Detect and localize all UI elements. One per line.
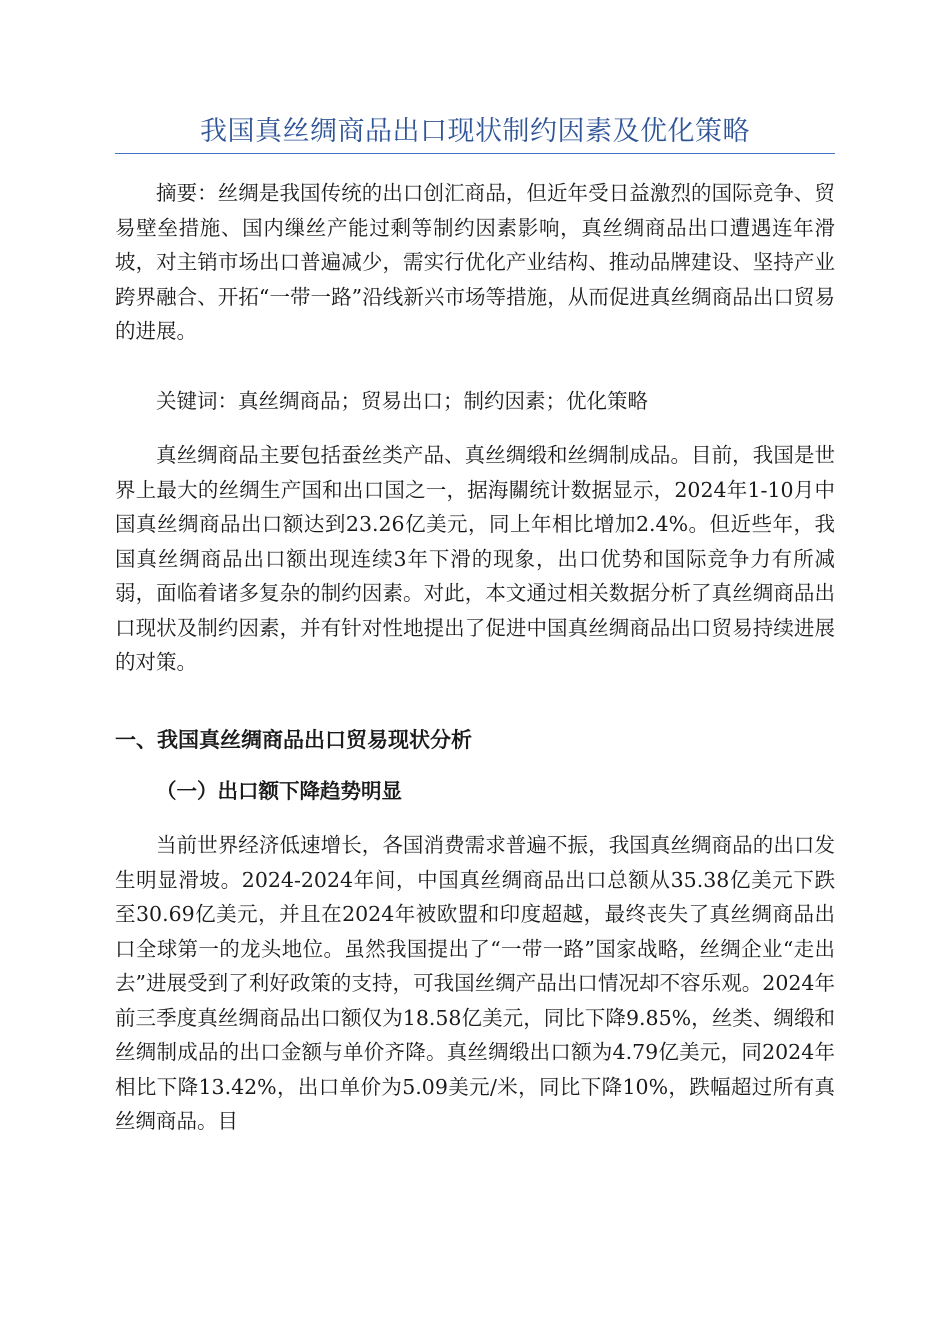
subsection-heading: （一）出口额下降趋势明显 [156, 779, 402, 803]
section-body-paragraph: 当前世界经济低速增长，各国消费需求普遍不振，我国真丝绸商品的出口发生明显滑坡。2024-2024年间，中国真丝绸商品出口总额从35.38亿美元下跌至30.69亿美元，并且在2024年被欧盟和印度超越，最终丧失了真丝绸商品出口全球第一的龙头地位。虽然我国提出了“一带一路”国家战略，丝绸企业“走出去”进展受到了利好政策的支持，可我国丝绸产品出口情况却不容乐观。2024年前三季度真丝绸商品出口额仅为18.58亿美元，同比下降9.85%，丝类、绸缎和丝绸制成品的出口金额与单价齐降。真丝绸缎出口额为4.79亿美元，同2024年相比下降13.42%，出口单价为5.09美元/米，同比下降10%，跌幅超过所有真丝绸商品。目 [115, 833, 835, 1133]
keywords-paragraph: 关键词：真丝绸商品；贸易出口；制约因素；优化策略 [156, 389, 648, 413]
title-underline [115, 153, 835, 154]
abstract-paragraph: 摘要：丝绸是我国传统的出口创汇商品，但近年受日益激烈的国际竞争、贸易壁垒措施、国内缫丝产能过剩等制约因素影响，真丝绸商品出口遭遇连年滑坡，对主销市场出口普遍减少，需实行优化产业结构、推动品牌建设、坚持产业跨界融合、开拓“一带一路”沿线新兴市场等措施，从而促进真丝绸商品出口贸易的进展。 [115, 181, 835, 343]
section-heading: 一、我国真丝绸商品出口贸易现状分析 [115, 727, 472, 752]
intro-paragraph: 真丝绸商品主要包括蚕丝类产品、真丝绸缎和丝绸制成品。目前，我国是世界上最大的丝绸生产国和出口国之一，据海關统计数据显示，2024年1-10月中国真丝绸商品出口额达到23.26亿美元，同上年相比增加2.4%。但近些年，我国真丝绸商品出口额出现连续3年下滑的现象，出口优势和国际竞争力有所减弱，面临着诸多复杂的制约因素。对此，本文通过相关数据分析了真丝绸商品出口现状及制约因素，并有针对性地提出了促进中国真丝绸商品出口贸易持续进展的对策。 [115, 443, 835, 674]
document-title: 我国真丝绸商品出口现状制约因素及优化策略 [200, 116, 750, 147]
